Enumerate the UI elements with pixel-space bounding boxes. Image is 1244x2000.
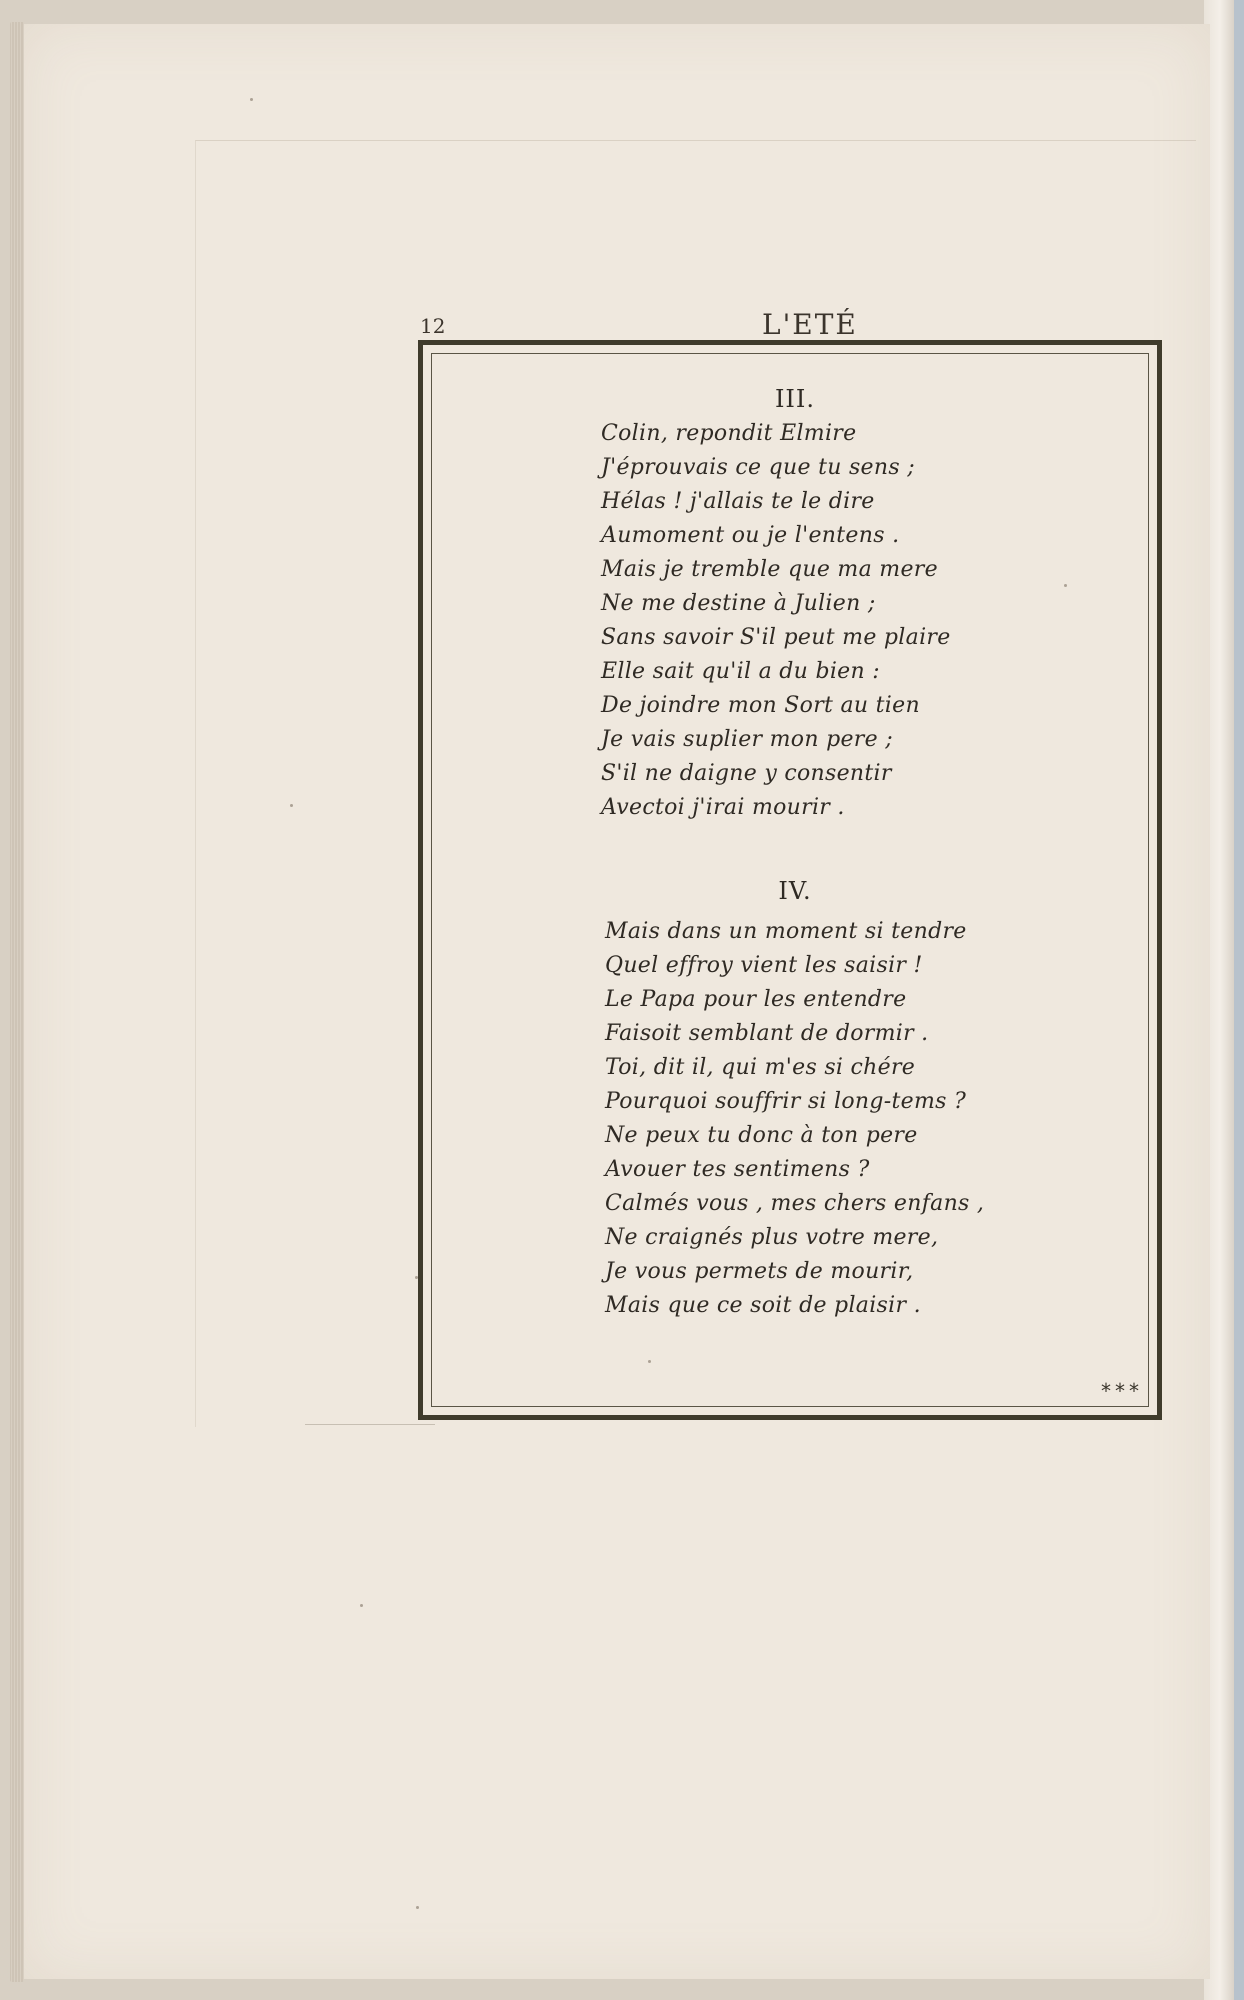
- verse-line: Ne craignés plus votre mere,: [605, 1225, 939, 1250]
- verse-line: Pourquoi souffrir si long-tems ?: [605, 1089, 967, 1114]
- scan-background-strip: [1234, 0, 1244, 2000]
- running-title: L'ETÉ: [762, 308, 858, 341]
- text-frame: [418, 340, 1162, 1420]
- verse-line: S'il ne daigne y consentir: [601, 761, 892, 786]
- paper-speck: [416, 1906, 419, 1909]
- verse-line: Faisoit semblant de dormir .: [605, 1021, 929, 1046]
- paper-speck: [250, 98, 253, 101]
- verse-line: De joindre mon Sort au tien: [601, 693, 920, 718]
- stanza-4: [423, 345, 1167, 1425]
- ornament-asterisks: ***: [1101, 1379, 1143, 1403]
- stanza-number: III.: [774, 385, 816, 413]
- verse-line: Colin, repondit Elmire: [601, 421, 857, 446]
- verse-line: Mais je tremble que ma mere: [601, 557, 938, 582]
- verse-line: Mais que ce soit de plaisir .: [605, 1293, 921, 1318]
- page-edges: [10, 22, 24, 1982]
- stanza-number: IV.: [778, 877, 812, 905]
- verse-line: Elle sait qu'il a du bien :: [601, 659, 880, 684]
- verse-line: Le Papa pour les entendre: [605, 987, 907, 1012]
- paper-speck: [290, 804, 293, 807]
- verse-line: Avouer tes sentimens ?: [605, 1157, 870, 1182]
- verse-line: Toi, dit il, qui m'es si chére: [605, 1055, 916, 1080]
- verse-line: Avectoi j'irai mourir .: [601, 795, 845, 820]
- page-number: 12: [420, 314, 446, 338]
- verse-line: Mais dans un moment si tendre: [605, 919, 967, 944]
- verse-line: Ne peux tu donc à ton pere: [605, 1123, 918, 1148]
- verse-line: Je vous permets de mourir,: [605, 1259, 914, 1284]
- verse-line: Aumoment ou je l'entens .: [601, 523, 900, 548]
- verse-line: Je vais suplier mon pere ;: [601, 727, 893, 752]
- verse-line: Hélas ! j'allais te le dire: [601, 489, 875, 514]
- plate-mark-line: [305, 1424, 435, 1425]
- paper-speck: [360, 1604, 363, 1607]
- verse-line: Quel effroy vient les saisir !: [605, 953, 923, 978]
- verse-line: J'éprouvais ce que tu sens ;: [601, 455, 915, 480]
- verse-line: Ne me destine à Julien ;: [601, 591, 876, 616]
- verse-line: Calmés vous , mes chers enfans ,: [605, 1191, 985, 1216]
- verse-line: Sans savoir S'il peut me plaire: [601, 625, 951, 650]
